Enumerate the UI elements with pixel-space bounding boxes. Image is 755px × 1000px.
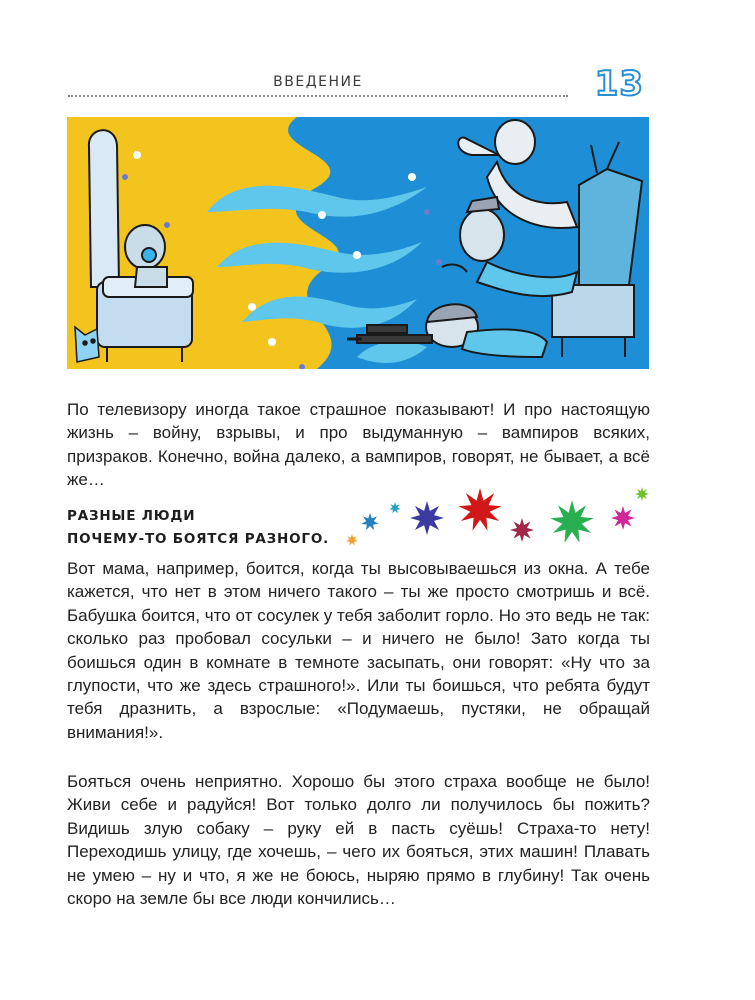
stars-drawing (340, 480, 660, 550)
decorative-stars (340, 480, 660, 550)
star-burst (635, 487, 649, 501)
no-fear-paragraph: Бояться очень неприятно. Хорошо бы этого страха вообще не было! Живи себе и радуйся! Вот только долго ли получилось бы пожить? Видишь злую собаку – руку ей в пасть суёшь! Страха-то нету! Переходишь улицу, где хочешь, – чего их бояться, этих машин! Плавать не умею – ну и что, я же не боюсь, ныряю прямо в глубину! Так очень скоро на земле бы все люди кончились… (67, 772, 650, 909)
star-burst (361, 513, 379, 530)
page-header (68, 64, 648, 104)
star-burst (550, 500, 593, 543)
mother-grandmother-paragraph: Вот мама, например, боится, когда ты высовываешься из окна. А тебе кажется, что нет в этом ничего такого – ты же просто смотришь и всё. Бабушка боится, что от сосулек у тебя заболит горло. Но это ведь не так: сколько раз пробовал сосульки – и ничего не было! Зато когда ты боишься один в комнате в темноте засыпать, они говорят: «Ну что за глупости, что же здесь страшного!». Или ты боишься, что ребята будут тебя дразнить, а взрослые: «Подумаешь, пустяки, не обращай внимания!». (67, 559, 650, 742)
subheading (67, 505, 337, 551)
subheading-line-2: ПОЧЕМУ-ТО БОЯТСЯ РАЗНОГО. (67, 531, 330, 547)
tv-fears-illustration (67, 117, 649, 369)
page-number: 13 (594, 64, 644, 104)
star-burst (346, 534, 358, 545)
illustration-drawing (67, 117, 649, 369)
section-title: ВВЕДЕНИЕ (273, 74, 363, 90)
star-burst (611, 506, 635, 530)
intro-paragraph: По телевизору иногда такое страшное показывают! И про настоящую жизнь – войну, взрывы, и про выдуманную – вампиров всяких, призраков. Конечно, война далеко, а вампиров, говорят, не бывает, а всё же… (67, 400, 650, 490)
subheading-line-1: РАЗНЫЕ ЛЮДИ (67, 508, 196, 524)
star-burst (458, 488, 501, 531)
star-burst (410, 501, 444, 535)
header-dotted-rule (68, 95, 568, 97)
star-burst (510, 518, 534, 542)
star-burst (389, 502, 401, 513)
